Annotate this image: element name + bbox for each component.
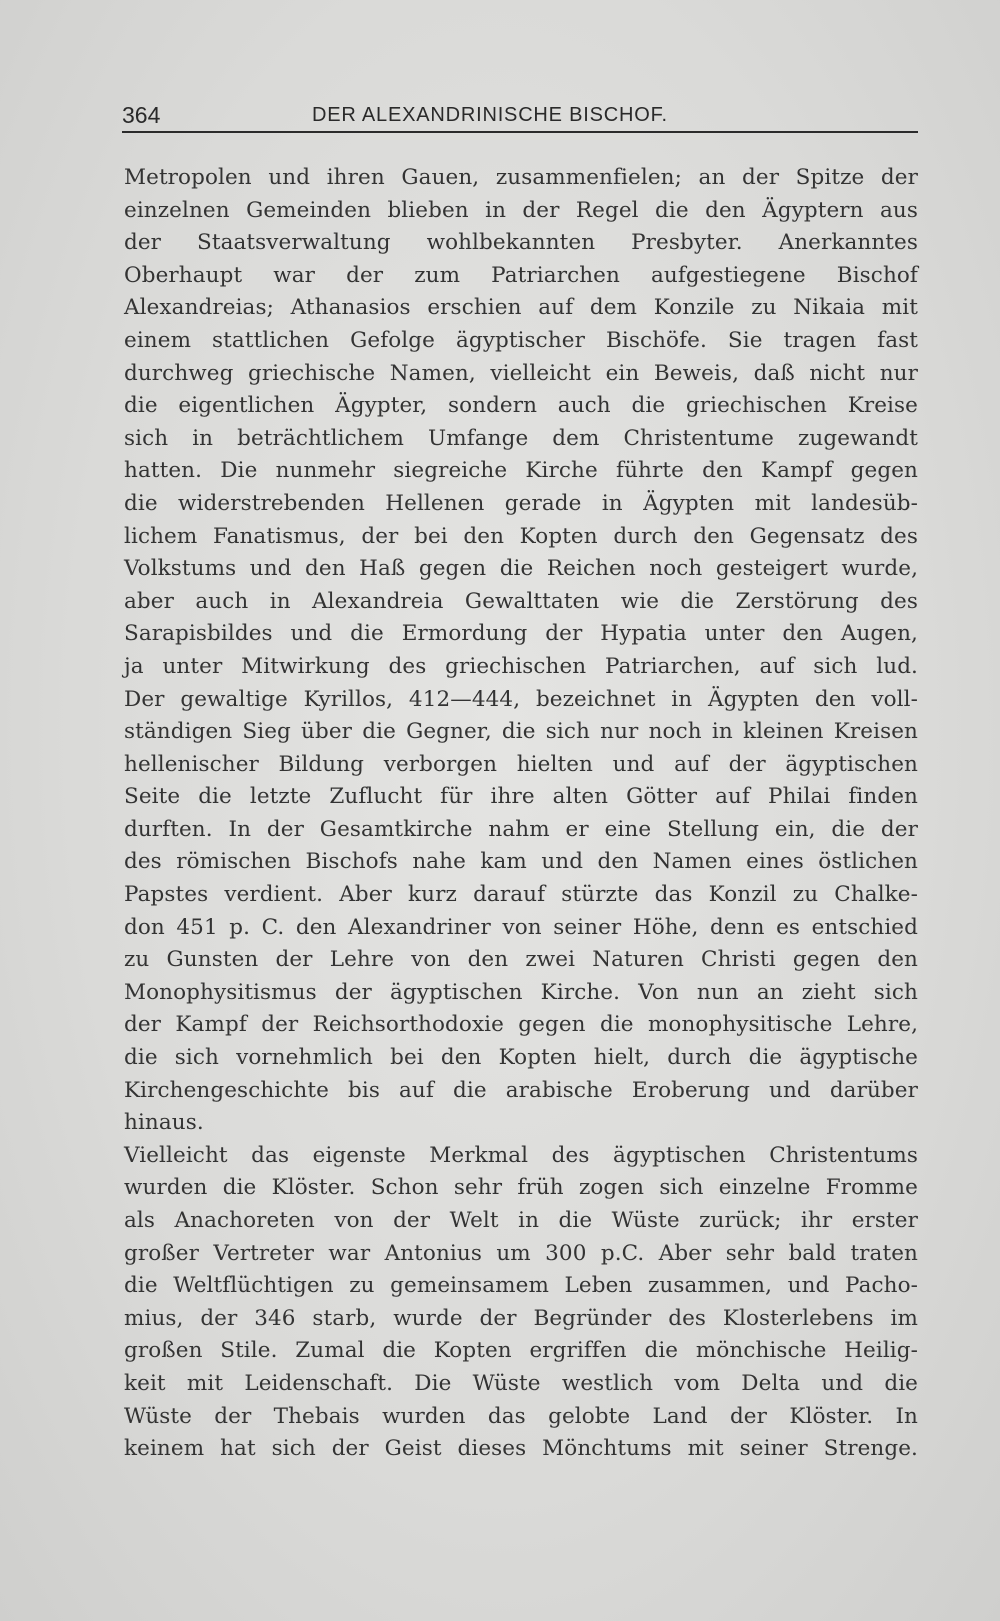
text-line-paragraph-end: hinaus. — [124, 1110, 204, 1136]
page-header — [122, 100, 918, 134]
text-line: der Kampf der Reichsorthodoxie gegen die monophysitische Lehre, — [124, 1012, 918, 1038]
text-line: als Anachoreten von der Welt in die Wüste zurück; ihr erster — [124, 1208, 918, 1233]
text-line: hellenischer Bildung verborgen hielten und auf der ägyptischen — [124, 751, 918, 777]
text-line: die widerstrebenden Hellenen gerade in Ägypten mit landesüb- — [124, 490, 918, 516]
text-line: Volkstums und den Haß gegen die Reichen noch gesteigert wurde, — [124, 556, 918, 582]
text-line: Oberhaupt war der zum Patriarchen aufgestiegene Bischof — [124, 262, 918, 288]
text-line: großen Stile. Zumal die Kopten ergriffen die mönchische Heilig- — [124, 1338, 918, 1364]
text-line: keit mit Leidenschaft. Die Wüste westlich vom Delta und die — [124, 1370, 918, 1396]
text-line: einem stattlichen Gefolge ägyptischer Bischöfe. Sie tragen fast — [124, 327, 918, 353]
text-line: ständigen Sieg über die Gegner, die sich nur noch in kleinen Kreisen — [124, 719, 918, 745]
text-line: aber auch in Alexandreia Gewalttaten wie die Zerstörung des — [124, 588, 918, 614]
text-line: die sich vornehmlich bei den Kopten hielt, durch die ägyptische — [124, 1045, 918, 1071]
text-line: Der gewaltige Kyrillos, 412—444, bezeichnet in Ägypten den voll- — [124, 686, 918, 712]
text-line: die Weltflüchtigen zu gemeinsamem Leben zusammen, und Pacho- — [124, 1273, 918, 1299]
text-line: Alexandreias; Athanasios erschien auf dem Konzile zu Nikaia mit — [124, 295, 918, 321]
text-line: wurden die Klöster. Schon sehr früh zogen sich einzelne Fromme — [124, 1175, 918, 1201]
text-line: Monophysitismus der ägyptischen Kirche. Von nun an zieht sich — [124, 979, 918, 1005]
text-line: des römischen Bischofs nahe kam und den Namen eines östlichen — [124, 849, 918, 875]
text-line: don 451 p. C. den Alexandriner von seiner Höhe, denn es entschied — [124, 914, 918, 940]
text-line: Sarapisbildes und die Ermordung der Hypatia unter den Augen, — [124, 621, 918, 647]
text-line: durften. In der Gesamtkirche nahm er eine Stellung ein, die der — [124, 816, 918, 842]
text-line: Kirchengeschichte bis auf die arabische Eroberung und darüber — [124, 1077, 918, 1103]
text-line: Wüste der Thebais wurden das gelobte Land der Klöster. In — [124, 1403, 918, 1429]
text-line: Vielleicht das eigenste Merkmal des ägyptischen Christentums — [124, 1142, 918, 1168]
text-line: ja unter Mitwirkung des griechischen Patriarchen, auf sich lud. — [124, 653, 918, 679]
body-text — [124, 162, 918, 1466]
text-line: sich in beträchtlichem Umfange dem Christentume zugewandt — [124, 425, 918, 451]
text-line: durchweg griechische Namen, vielleicht ein Beweis, daß nicht nur — [124, 360, 918, 386]
text-line: Papstes verdient. Aber kurz darauf stürzte das Konzil zu Chalke- — [124, 882, 918, 908]
text-line: mius, der 346 starb, wurde der Begründer des Klosterlebens im — [124, 1305, 918, 1331]
text-line: der Staatsverwaltung wohlbekannten Presbyter. Anerkanntes — [124, 230, 918, 256]
text-line: die eigentlichen Ägypter, sondern auch die griechischen Kreise — [124, 393, 918, 419]
text-line: Seite die letzte Zuflucht für ihre alten Götter auf Philai finden — [124, 784, 918, 810]
page-number: 364 — [122, 102, 161, 128]
text-line: Metropolen und ihren Gauen, zusammenfielen; an der Spitze der — [124, 165, 918, 190]
text-line: einzelnen Gemeinden blieben in der Regel die den Ägyptern aus — [124, 197, 918, 223]
running-title: DER ALEXANDRINISCHE BISCHOF. — [312, 104, 668, 126]
text-line: großer Vertreter war Antonius um 300 p.C. Aber sehr bald traten — [124, 1240, 918, 1266]
text-line: lichem Fanatismus, der bei den Kopten durch den Gegensatz des — [124, 523, 918, 549]
text-line: hatten. Die nunmehr siegreiche Kirche führte den Kampf gegen — [124, 458, 918, 484]
text-line: zu Gunsten der Lehre von den zwei Naturen Christi gegen den — [124, 947, 918, 973]
header-rule — [122, 131, 918, 133]
text-line: keinem hat sich der Geist dieses Mönchtums mit seiner Strenge. — [124, 1436, 918, 1462]
